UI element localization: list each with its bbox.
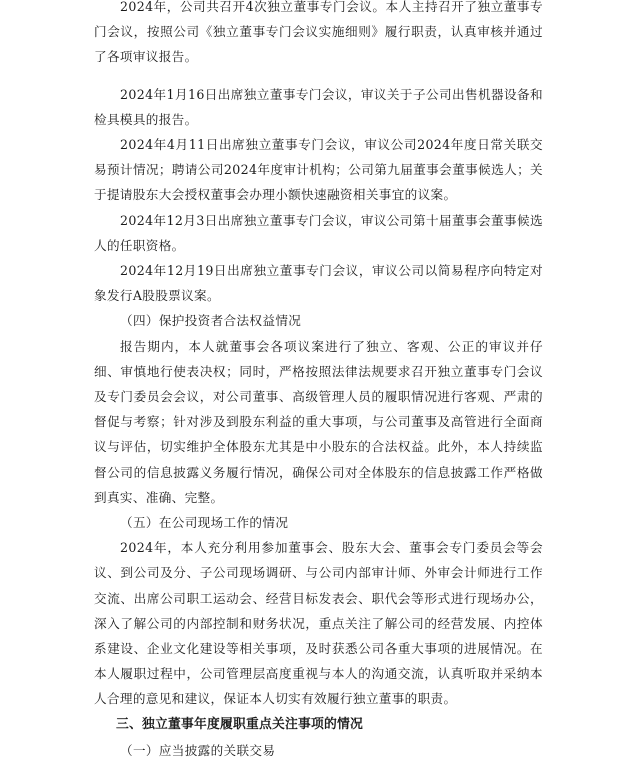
intro-paragraph: 2024年，公司共召开4次独立董事专门会议。本人主持召开了独立董事专门会议，按照公司《独立董事专门会议实施细则》履行职责，认真审核并通过了各项审议报告。	[94, 0, 543, 65]
section4-body: 报告期内，本人就董事会各项议案进行了独立、客观、公正的审议并仔细、审慎地行使表决权；同时，严格按照法律法规要求召开独立董事专门会议及专门委员会会议，对公司董事、高级管理人员的履职情况进行客观、严肃的督促与考察；针对涉及到股东利益的重大事项，与公司董事及高管进行全面商议与评估，切实维护全体股东尤其是中小股东的合法权益。此外，本人持续监督公司的信息披露义务履行情况，确保公司对全体股东的信息披露工作严格做到真实、准确、完整。	[94, 338, 543, 505]
paragraph-gap	[0, 70, 633, 82]
meeting-paragraph-2: 2024年4月11日出席独立董事专门会议，审议公司2024年度日常关联交易预计情况；聘请公司2024年度审计机构；公司第九届董事会董事候选人；关于提请股东大会授权董事会办理小额快速融资相关事宜的议案。	[94, 137, 543, 203]
section5-title: （五）在公司现场工作的情况	[120, 515, 289, 531]
meeting-paragraph-3: 2024年12月3日出席独立董事专门会议，审议公司第十届董事会董事候选人的任职资格。	[94, 212, 543, 253]
section3-subheading-1: （一）应当披露的关联交易	[120, 742, 276, 758]
meeting-paragraph-4: 2024年12月19日出席独立董事专门会议，审议公司以简易程序向特定对象发行A股股票议案。	[94, 263, 543, 304]
section4-title: （四）保护投资者合法权益情况	[120, 313, 302, 329]
meeting-paragraph-1: 2024年1月16日出席独立董事专门会议，审议关于子公司出售机器设备和检具模具的报告。	[94, 86, 543, 127]
section3-heading: 三、独立董事年度履职重点关注事项的情况	[116, 716, 363, 732]
section5-body: 2024年，本人充分利用参加董事会、股东大会、董事会专门委员会等会议、到公司及分、子公司现场调研、与公司内部审计师、外审会计师进行工作交流、出席公司职工运动会、经营目标发表会、职代会等形式进行现场办公，深入了解公司的内部控制和财务状况，重点关注了解公司的经营发展、内控体系建设、企业文化建设等相关事项，及时获悉公司各重大事项的进展情况。在本人履职过程中，公司管理层高度重视与本人的沟通交流，认真听取并采纳本人合理的意见和建议，保证本人切实有效履行独立董事的职责。	[94, 540, 543, 707]
